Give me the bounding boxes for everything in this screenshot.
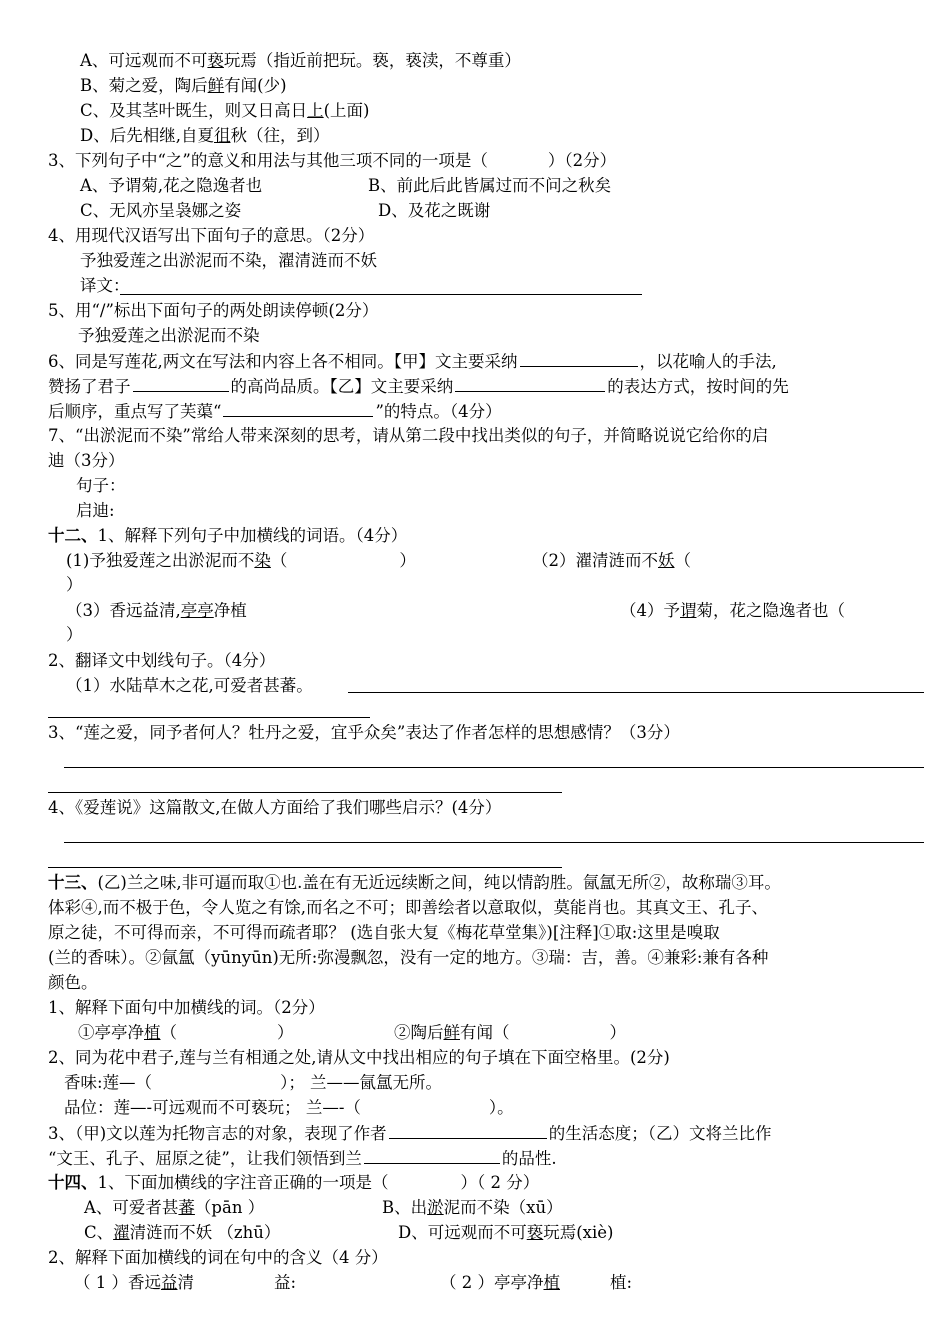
s14-option-b: B、出淤泥而不染（xū） [382, 1198, 563, 1217]
q4-stem: 4、用现代汉语写出下面句子的意思。（2分） [48, 226, 375, 245]
s12-q2: 2、翻译文中划线句子。（4分） [48, 651, 276, 670]
s13-passage-4: (兰的香味）。②氤氲（yūnyūn)无所:弥漫飘忽，没有一定的地方。③瑞：吉，善。④兼彩:兼有各种 [48, 948, 769, 967]
s12-heading: 十二、1、解释下列句子中加横线的词语。（4分） [48, 526, 408, 545]
s14-q1: 十四、1、下面加横线的字注音正确的一项是（ ）（ 2 分） [48, 1173, 540, 1192]
s12-item-4: （4）予谓菊，花之隐逸者也（ [620, 601, 845, 620]
s14-option-a: A、可爱者甚蕃（pān ） [84, 1198, 265, 1217]
q3-option-b: B、前此后此皆属过而不问之秋矣 [368, 176, 612, 195]
s13-q3-line-1: 3、（甲)文以莲为托物言志的对象，表现了作者 的生活态度；（乙）文将兰比作 [48, 1124, 772, 1143]
s13-passage-5: 颜色。 [48, 973, 98, 992]
q2-option-b: B、菊之爱，陶后鲜有闻(少) [80, 76, 287, 95]
s13-q3-line-2: “文王、孔子、屈原之徒”，让我们领悟到兰 的品性. [48, 1149, 557, 1168]
q5-sentence: 予独爱莲之出淤泥而不染 [78, 326, 260, 345]
s14-q2-item-1: （ 1 ）香远益清 [74, 1273, 194, 1292]
q7-sentence-label: 句子： [76, 476, 126, 495]
s12-q4-answer-line-2[interactable] [48, 867, 562, 868]
q7-stem-1: 7、“出淤泥而不染”常给人带来深刻的思考，请从第二段中找出类似的句子，并简略说说它给你的启 [48, 426, 769, 445]
s12-q2-answer-line-2[interactable] [48, 717, 370, 718]
s13-q2-scent: 香味:莲—（ ）； 兰——氤氲无所。 [64, 1073, 443, 1092]
q4-answer-label: 译文： [80, 276, 130, 295]
s12-item-1: (1)予独爱莲之出淤泥而不染（ ） [66, 551, 416, 570]
s13-q1-item-a: ①亭亭净植（ ） [78, 1023, 294, 1042]
s13-q3-blank-1[interactable] [389, 1122, 547, 1139]
s13-passage-2: 体彩④,而不极于色，令人览之有馀,而名之不可；即善绘者以意取似，莫能肖也。其真文王、孔子、 [48, 898, 768, 917]
s12-q3: 3、“莲之爱，同予者何人？牡丹之爱，宜乎众矣”表达了作者怎样的思想感情？（3分） [48, 723, 680, 742]
q3-option-d: D、及花之既谢 [378, 201, 491, 220]
q3-option-c: C、无风亦呈袅娜之姿 [80, 201, 242, 220]
s12-item-2: （2）濯清涟而不妖（ [532, 551, 691, 570]
q4-answer-line[interactable] [120, 294, 642, 295]
s14-q2-item-1-label: 益: [274, 1273, 297, 1292]
q6-line-3: 后顺序，重点写了芙蕖“ ”的特点。（4分） [48, 402, 502, 421]
q3-stem: 3、下列句子中“之”的意义和用法与其他三项不同的一项是（ ）（2分） [48, 151, 617, 170]
s13-q1-item-b: ②陶后鲜有闻（ ） [394, 1023, 626, 1042]
s14-q2: 2、解释下面加横线的词在句中的含义（4 分） [48, 1248, 388, 1267]
q2-option-c: C、及其茎叶既生，则又日高日上(上面) [80, 101, 370, 120]
q7-stem-2: 迪（3分） [48, 451, 125, 470]
s12-q3-answer-line-2[interactable] [48, 792, 562, 793]
s12-item-4-close: ） [66, 625, 83, 644]
s12-q2-answer-line-1[interactable] [348, 692, 924, 693]
s12-q4-answer-line-1[interactable] [64, 842, 924, 843]
s13-q3-blank-2[interactable] [364, 1147, 500, 1164]
s12-q4: 4、《爱莲说》这篇散文,在做人方面给了我们哪些启示？(4分） [48, 798, 502, 817]
q7-insight-label: 启迪: [76, 501, 115, 520]
q6-line-2: 赞扬了君子 的高尚品质。【乙】文主要采纳 的表达方式，按时间的先 [48, 377, 789, 396]
q6-blank-3[interactable] [455, 375, 605, 392]
s14-q2-item-2: （ 2 ）亭亭净植 [440, 1273, 560, 1292]
s12-item-2-close: ） [66, 575, 83, 594]
s13-q2-character: 品位：莲—-可远观而不可亵玩； 兰—-（ ）。 [64, 1098, 514, 1117]
s14-option-c: C、濯清涟而不妖 （zhū） [84, 1223, 281, 1242]
q3-option-a: A、予谓菊,花之隐逸者也 [80, 176, 263, 195]
s14-option-d: D、可远观而不可亵玩焉(xiè) [398, 1223, 614, 1242]
q6-blank-1[interactable] [520, 350, 638, 367]
s13-q2: 2、同为花中君子,莲与兰有相通之处,请从文中找出相应的句子填在下面空格里。(2分) [48, 1048, 670, 1067]
q5-stem: 5、用“/”标出下面句子的两处朗读停顿(2分） [48, 301, 379, 320]
q6-blank-2[interactable] [133, 375, 229, 392]
s12-q3-answer-line-1[interactable] [64, 767, 924, 768]
s13-passage-3: 原之徒，不可得而亲，不可得而疏者耶？ (选自张大复《梅花草堂集》)[注释]①取:这里是嗅取 [48, 923, 720, 942]
s12-q2-item-1: （1）水陆草木之花,可爱者甚蕃。 [66, 676, 313, 695]
s13-passage-1: 十三、(乙)兰之味,非可逼而取①也.盖在有无近远续断之间，纯以情韵胜。氤氲无所②，故称瑞③耳。 [48, 873, 781, 892]
q4-sentence: 予独爱莲之出淤泥而不染，濯清涟而不妖 [80, 251, 377, 270]
s13-q1: 1、解释下面句中加横线的词。（2分） [48, 998, 325, 1017]
q2-option-a: A、可远观而不可亵玩焉（指近前把玩。亵，亵渎，不尊重） [80, 51, 521, 70]
q2-option-d: D、后先相继,自夏徂秋（往，到） [80, 126, 330, 145]
q6-line-1: 6、同是写莲花,两文在写法和内容上各不相同。【甲】文主要采纳 ，以花喻人的手法, [48, 352, 777, 371]
s12-item-3: （3）香远益清,亭亭净植 [66, 601, 247, 620]
q6-blank-4[interactable] [223, 400, 373, 417]
s14-q2-item-2-label: 植: [610, 1273, 633, 1292]
